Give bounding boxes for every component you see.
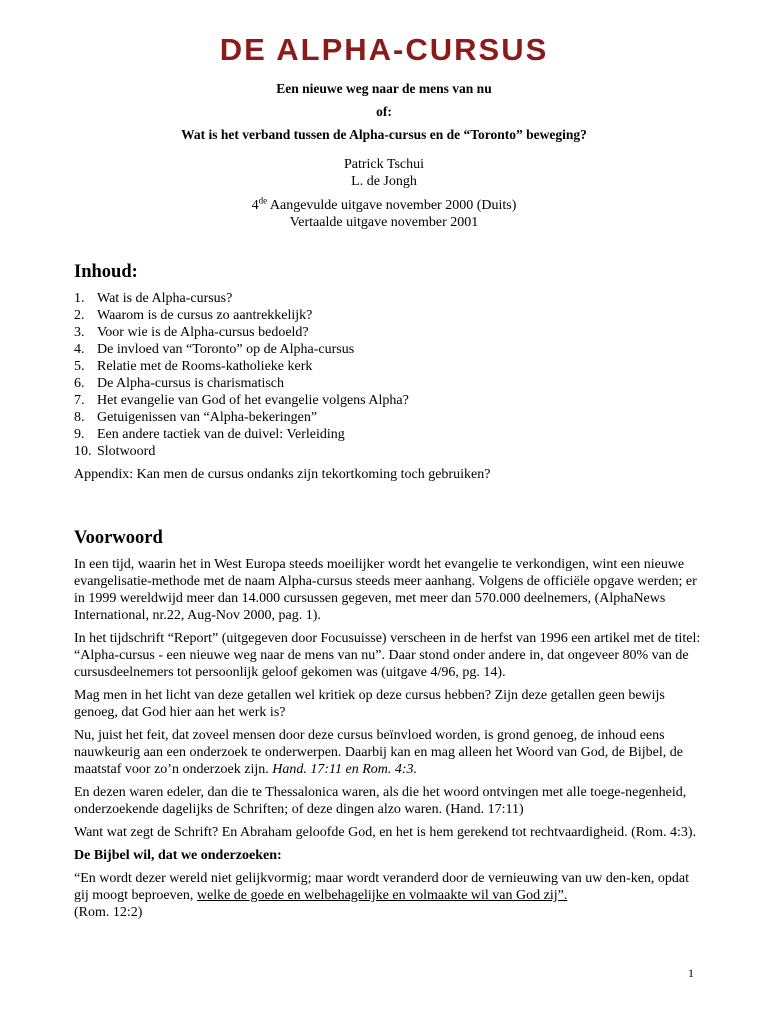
- toc-item-text: Een andere tactiek van de duivel: Verleiding: [97, 427, 345, 442]
- edition-line: [0, 197, 768, 214]
- toc-heading: Inhoud:: [74, 262, 138, 282]
- romans-quote-reference: (Rom. 12:2): [74, 905, 143, 920]
- scripture-reference: Hand. 17:11 en Rom. 4:3.: [272, 762, 418, 777]
- toc-item-number: 10.: [74, 444, 92, 459]
- page-number: 1: [688, 966, 694, 980]
- toc-item-number: 3.: [74, 325, 85, 340]
- toc-item-text: De invloed van “Toronto” op de Alpha-cursus: [97, 342, 355, 357]
- toc-appendix: Appendix: Kan men de cursus ondanks zijn tekortkoming toch gebruiken?: [74, 467, 491, 482]
- author-block: [0, 156, 768, 190]
- toc-item-text: Wat is de Alpha-cursus?: [97, 291, 233, 306]
- romans-quote: [74, 870, 702, 921]
- toc-item-text: Waarom is de cursus zo aantrekkelijk?: [97, 308, 313, 323]
- toc-item-text: Relatie met de Rooms-katholieke kerk: [97, 359, 313, 374]
- toc-item-text: De Alpha-cursus is charismatisch: [97, 376, 285, 391]
- toc-item-number: 6.: [74, 376, 85, 391]
- author-name-2: L. de Jongh: [351, 174, 417, 189]
- toc-item: [74, 290, 409, 307]
- edition-superscript: de: [258, 195, 268, 206]
- author-name-1: Patrick Tschui: [343, 157, 425, 172]
- edition-block: [0, 197, 768, 231]
- toc-item: [74, 341, 409, 358]
- toc-item-number: 9.: [74, 427, 85, 442]
- translated-edition-line: Vertaalde uitgave november 2001: [289, 215, 479, 230]
- toc-item-number: 5.: [74, 359, 85, 374]
- foreword-paragraph-5: En dezen waren edeler, dan die te Thessalonica waren, als die het woord ontvingen met alle toege-negenheid, onderzoekende dagelijks de Schriften; of deze dingen alzo waren. (Hand. 17:11): [74, 785, 687, 817]
- toc-item-text: Voor wie is de Alpha-cursus bedoeld?: [97, 325, 309, 340]
- toc-item: [74, 375, 409, 392]
- subtitle-line-2: of:: [376, 104, 392, 119]
- foreword-paragraph-4: [74, 727, 702, 778]
- toc-item-number: 2.: [74, 308, 85, 323]
- toc-item-number: 8.: [74, 410, 85, 425]
- subtitle-block: [0, 80, 768, 143]
- toc-item-number: 7.: [74, 393, 85, 408]
- subtitle-line-1: Een nieuwe weg naar de mens van nu: [276, 81, 492, 96]
- foreword-paragraph-6: Want wat zegt de Schrift? En Abraham geloofde God, en het is hem gerekend tot rechtvaardigheid. (Rom. 4:3).: [74, 825, 697, 840]
- foreword-paragraph-2: In het tijdschrift “Report” (uitgegeven door Focusuisse) verscheen in de herfst van 1996 een artikel met de titel: “Alpha-cursus - een nieuwe weg naar de mens van nu”. Daar stond onder andere in, dat ongeveer 80% van de cursusdeelnemers tot persoonlijk geloof gekomen was (uitgave 4/96, pg. 14).: [74, 631, 701, 680]
- romans-quote-start: “En wordt dezer wereld niet gelijkvormig; maar wordt veranderd door de vernieuwing van uw den-ken, opdat gij moogt beproeven,: [74, 871, 690, 903]
- toc-item-number: 4.: [74, 342, 85, 357]
- toc-item: [74, 392, 409, 409]
- foreword-paragraph-1: In een tijd, waarin het in West Europa steeds moeilijker wordt het evangelie te verkondigen, wint een nieuwe evangelisatie-methode met de naam Alpha-cursus steeds meer aanhang. Volgens de officiële opgave werden; er in 1999 wereldwijd meer dan 14.000 cursussen gegeven, met meer dan 570.000 deelnemers, (AlphaNews International, nr.22, Aug-Nov 2000, pag. 1).: [74, 557, 697, 623]
- edition-text: Aangevulde uitgave november 2000 (Duits): [267, 198, 517, 213]
- foreword-paragraph-3: Mag men in het licht van deze getallen wel kritiek op deze cursus hebben? Zijn deze getallen geen bewijs genoeg, dat God hier aan het werk is?: [74, 688, 665, 720]
- romans-quote-underlined: welke de goede en welbehagelijke en volmaakte wil van God zij”.: [196, 888, 568, 903]
- toc-item-text: Getuigenissen van “Alpha-bekeringen”: [97, 410, 318, 425]
- toc-item-number: 1.: [74, 291, 85, 306]
- toc-item: [74, 307, 409, 324]
- toc-item: [74, 324, 409, 341]
- edition-number: 4: [251, 198, 259, 213]
- bible-examine-heading: De Bijbel wil, dat we onderzoeken:: [74, 848, 282, 863]
- toc-item-text: Het evangelie van God of het evangelie volgens Alpha?: [97, 393, 409, 408]
- toc-item-text: Slotwoord: [97, 444, 156, 459]
- toc-item: [74, 443, 409, 460]
- toc-item: [74, 426, 409, 443]
- toc-item: [74, 409, 409, 426]
- foreword-body: [74, 556, 702, 927]
- foreword-paragraph-4-text: Nu, juist het feit, dat zoveel mensen door deze cursus beïnvloed worden, is grond genoeg, de inhoud eens nauwkeurig aan een onderzoek te onderwerpen. Daarbij kan en mag alleen het Woord van God, de Bijbel, de maatstaf voor zo’n onderzoek zijn.: [74, 728, 683, 777]
- subtitle-line-3: Wat is het verband tussen de Alpha-cursus en de “Toronto” beweging?: [181, 127, 587, 142]
- document-title: DE ALPHA-CURSUS: [219, 32, 549, 67]
- table-of-contents: [74, 290, 409, 460]
- toc-item: [74, 358, 409, 375]
- foreword-heading: Voorwoord: [74, 528, 163, 548]
